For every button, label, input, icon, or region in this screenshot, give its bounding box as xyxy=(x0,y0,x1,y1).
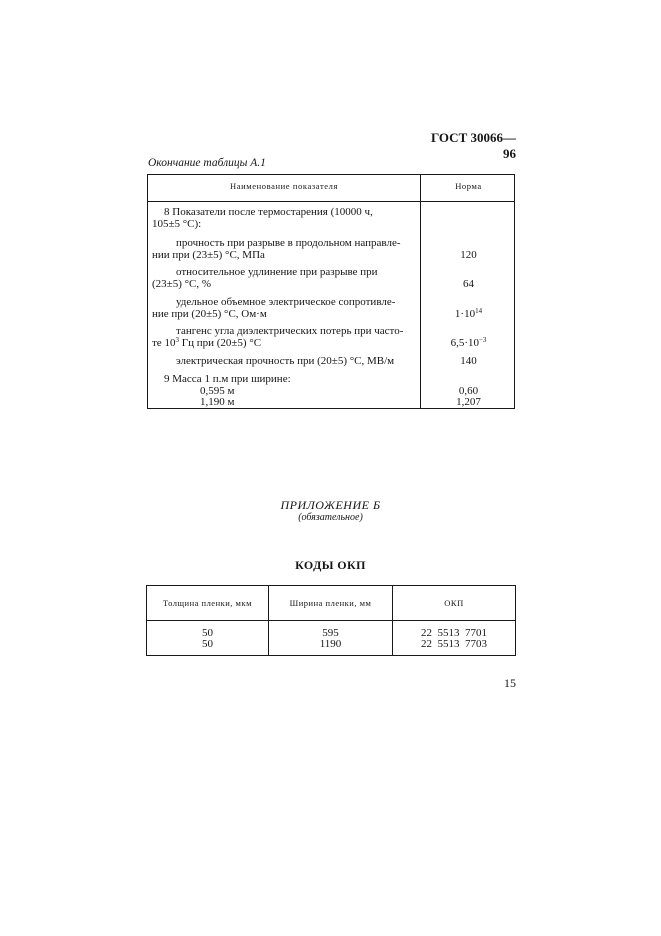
row-indicator-line: тангенс угла диэлектрических потерь при часто- xyxy=(176,325,404,337)
table-cell: 50 xyxy=(202,638,213,650)
row-value xyxy=(421,337,516,350)
row-indicator-line: (23±5) °С, % xyxy=(152,278,212,290)
column-divider xyxy=(420,175,421,408)
row-indicator-line: 9 Масса 1 п.м при ширине: xyxy=(164,373,291,385)
row-indicator-line xyxy=(152,337,261,350)
row-value xyxy=(421,308,516,321)
row-value: 120 xyxy=(460,249,477,261)
table-cell: 22 5513 7701 xyxy=(421,627,487,639)
column-header-thickness: Толщина пленки, мкм xyxy=(163,598,252,608)
row-indicator-line: 8 Показатели после термостарения (10000 ч, xyxy=(164,206,373,218)
row-value: 64 xyxy=(463,278,474,290)
value-exponent: −3 xyxy=(478,336,487,344)
table-cell: 50 xyxy=(202,627,213,639)
appendix-subtitle: (обязательное) xyxy=(298,512,363,523)
value-exponent: 14 xyxy=(475,307,483,315)
header-divider xyxy=(147,620,515,621)
row-indicator-line: 0,595 м xyxy=(200,385,235,397)
table-cell: 1190 xyxy=(319,638,342,650)
row-value: 140 xyxy=(460,355,477,367)
text-part: те 10 xyxy=(152,337,176,349)
column-header-okp: ОКП xyxy=(444,598,464,608)
page-number: 15 xyxy=(504,676,516,690)
row-indicator-line: 1,190 м xyxy=(200,396,235,408)
exponent: 3 xyxy=(175,336,179,344)
row-indicator-line: нии при (23±5) °С, МПа xyxy=(152,249,265,261)
table-cell: 595 xyxy=(322,627,339,639)
row-indicator-line: прочность при разрыве в продольном направле- xyxy=(176,237,401,249)
text-part: Гц при (20±5) °С xyxy=(178,337,262,349)
section-heading: КОДЫ ОКП xyxy=(295,558,366,572)
column-header-norm: Норма xyxy=(455,181,482,191)
table-caption: Окончание таблицы А.1 xyxy=(148,157,266,169)
row-indicator-line: 105±5 °С): xyxy=(152,218,202,230)
table-okp xyxy=(146,585,516,656)
column-header-indicator: Наименование показателя xyxy=(229,181,338,191)
value-base: 1·10 xyxy=(454,308,476,320)
table-a1 xyxy=(147,174,515,409)
document-code: ГОСТ 30066—96 xyxy=(430,130,516,161)
row-indicator-line: относительное удлинение при разрыве при xyxy=(176,266,378,278)
row-indicator-line: электрическая прочность при (20±5) °С, МВ/м xyxy=(176,355,395,367)
column-header-width: Ширина пленки, мм xyxy=(289,598,372,608)
value-base: 6,5·10 xyxy=(450,337,479,349)
row-indicator-line: удельное объемное электрическое сопротивле- xyxy=(176,296,396,308)
header-divider xyxy=(148,201,514,202)
row-value: 1,207 xyxy=(456,396,481,408)
row-indicator-line: ние при (20±5) °С, Ом·м xyxy=(152,308,267,320)
row-value: 0,60 xyxy=(458,385,479,397)
appendix-title: ПРИЛОЖЕНИЕ Б xyxy=(280,498,381,512)
table-cell: 22 5513 7703 xyxy=(421,638,487,650)
